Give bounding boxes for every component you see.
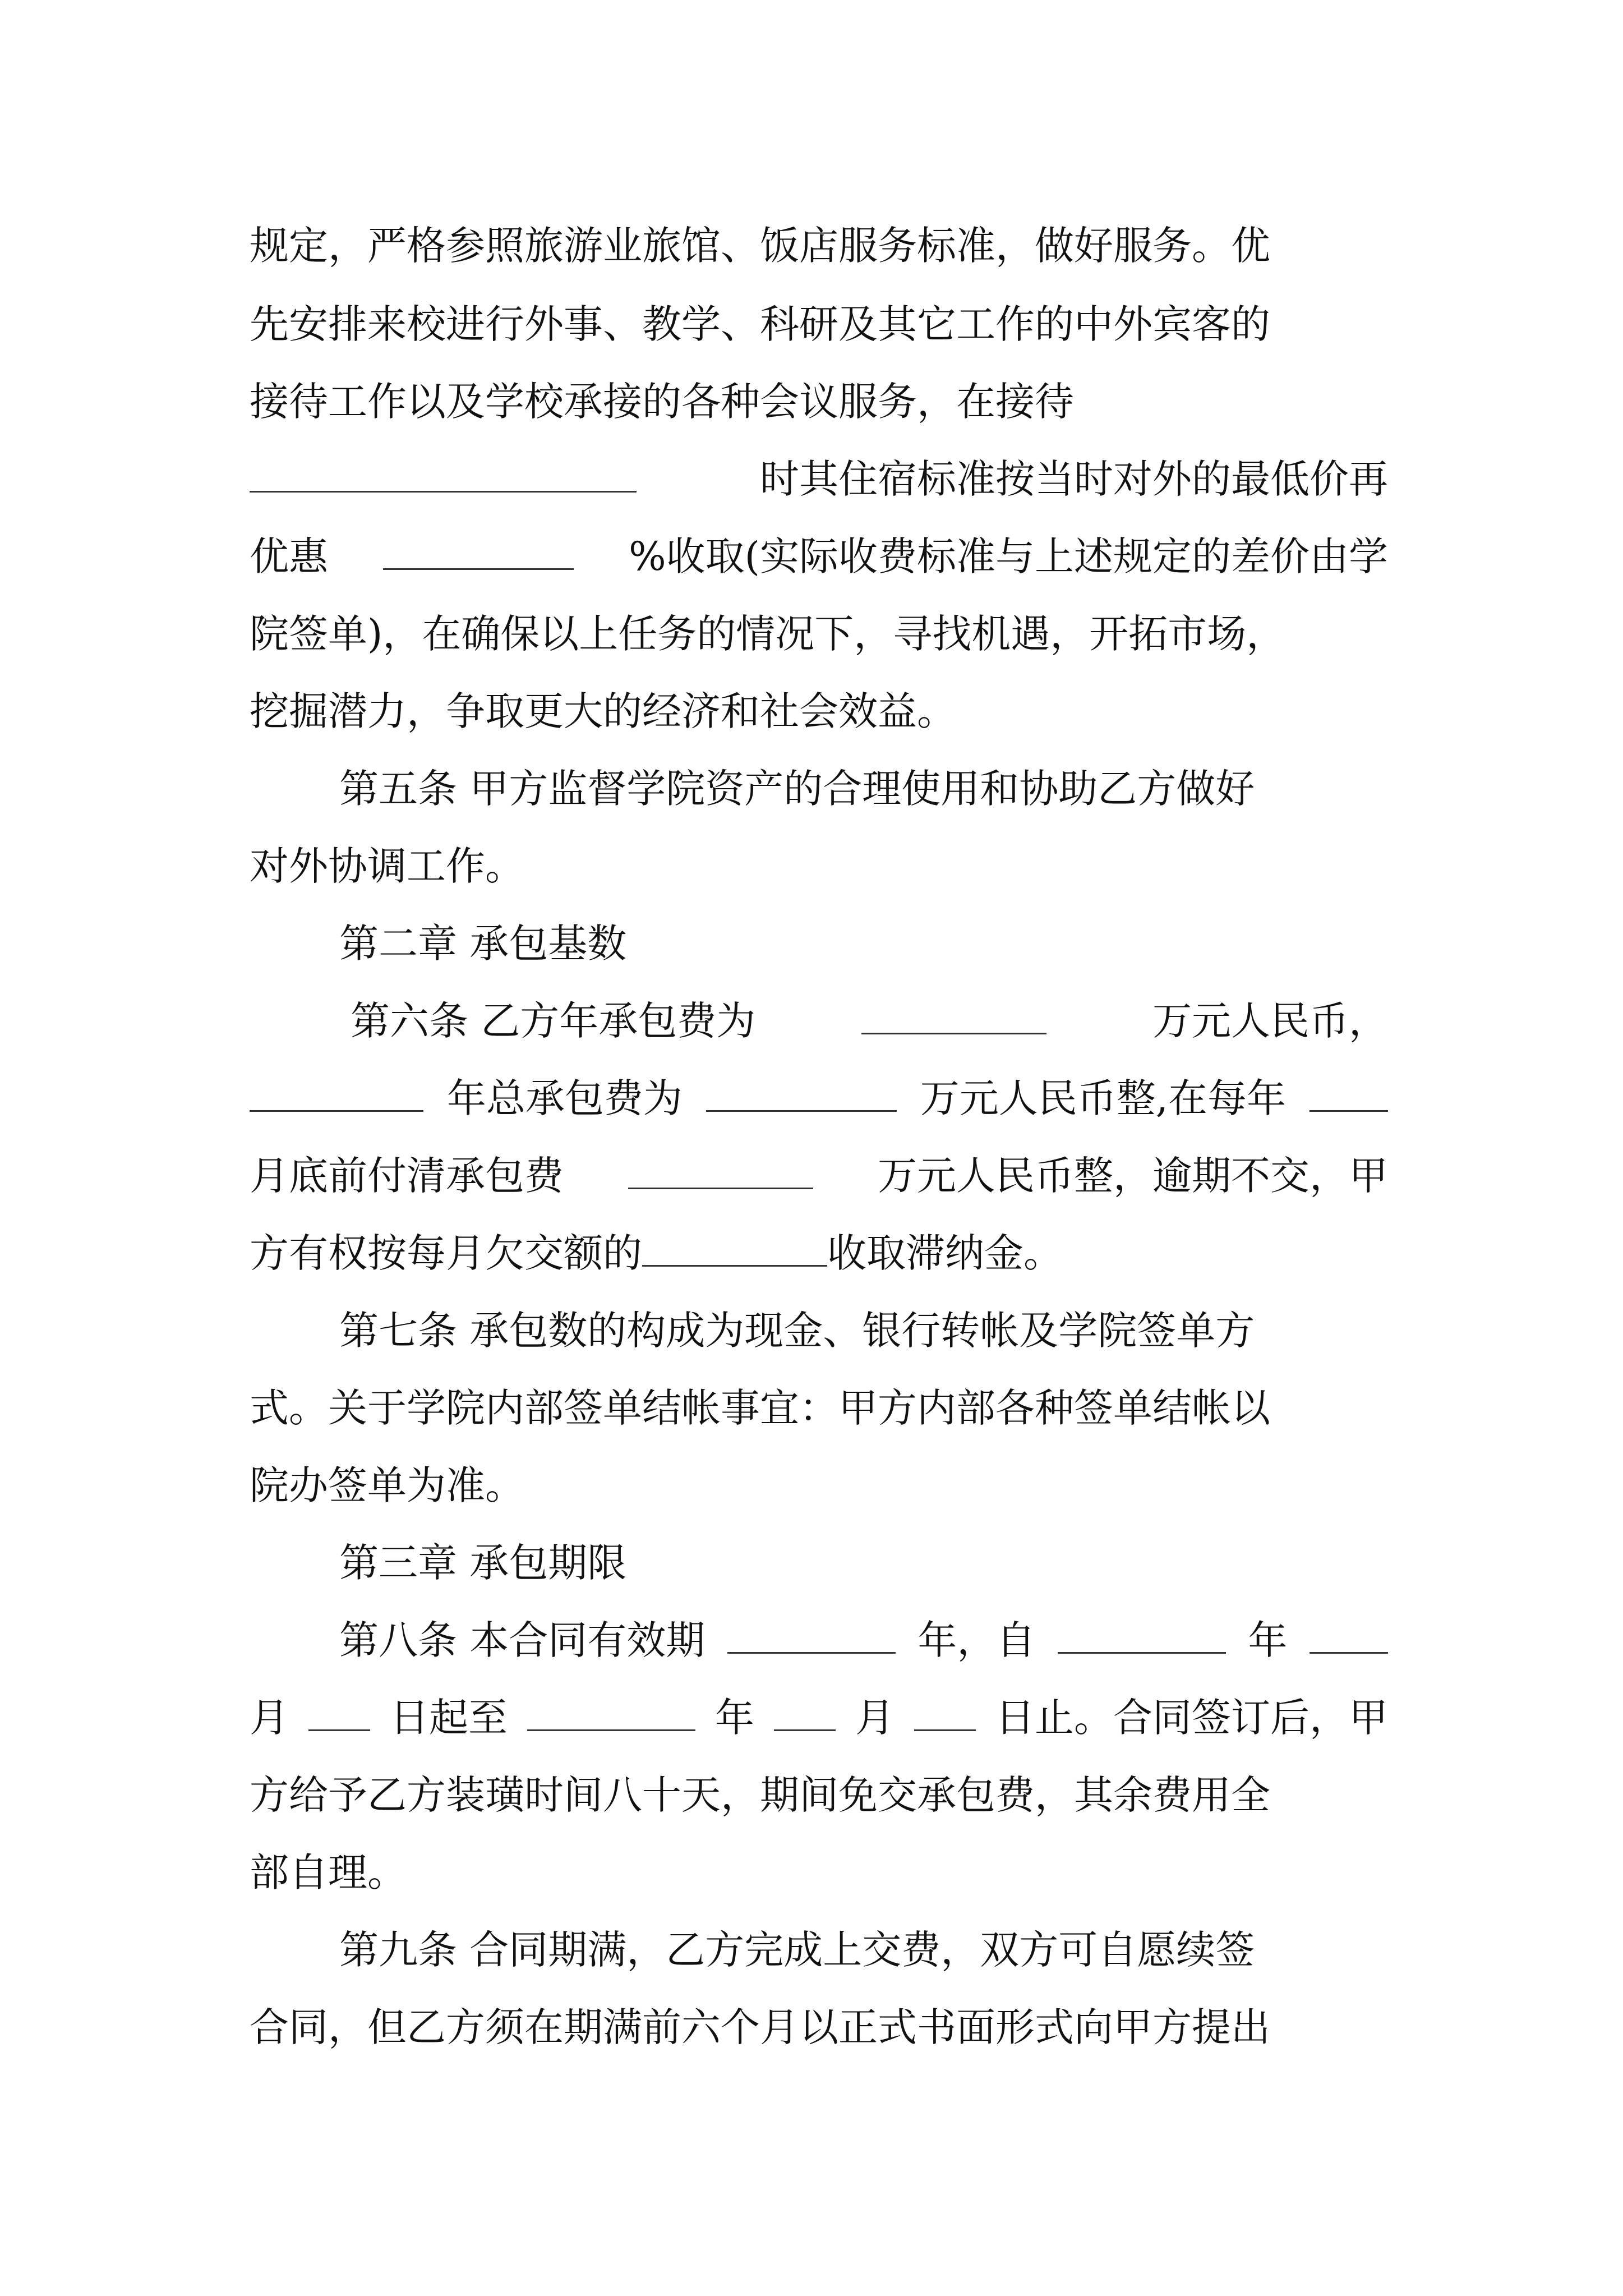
text-segment: 接待工作以及学校承接的各种会议服务，在接待	[250, 379, 1074, 425]
text-line	[339, 1612, 1388, 1668]
fill-in-blank[interactable]	[727, 1617, 896, 1654]
text-segment: 院签单)，在确保以上任务的情况下，寻找机遇，开拓市场，	[250, 611, 1286, 657]
text-line	[250, 218, 1388, 274]
text-segment: 月	[250, 1695, 289, 1741]
text-line	[250, 683, 1388, 739]
text-line	[250, 1148, 1388, 1204]
text-segment: 月	[855, 1695, 895, 1741]
article-6: 第六条 乙方年承包费为	[351, 998, 756, 1044]
text-line	[250, 451, 1388, 507]
text-segment: 年	[715, 1695, 754, 1741]
text-segment: 年总承包费为	[446, 1075, 683, 1121]
text-line	[250, 838, 1388, 894]
text-segment: 先安排来校进行外事、教学、科研及其它工作的中外宾客的	[250, 301, 1270, 347]
text-line	[250, 1380, 1388, 1436]
fill-in-blank[interactable]	[914, 1695, 976, 1731]
text-segment: 日起至	[390, 1695, 508, 1741]
text-segment: 规定，严格参照旅游业旅馆、饭店服务标准，做好服务。优	[250, 223, 1270, 269]
text-segment: 合同，但乙方须在期满前六个月以正式书面形式向甲方提出	[250, 2004, 1270, 2050]
text-segment: 部自理。	[250, 1849, 407, 1895]
fill-in-blank[interactable]	[628, 1153, 813, 1189]
fill-in-blank[interactable]	[383, 533, 574, 570]
text-segment: 年，自	[917, 1617, 1036, 1663]
text-line	[250, 528, 1388, 585]
text-segment: 收取滞纳金。	[827, 1230, 1063, 1276]
fill-in-blank[interactable]	[642, 1230, 827, 1267]
text-line	[250, 606, 1388, 662]
text-line	[250, 1999, 1388, 2055]
text-line	[250, 296, 1388, 352]
text-segment: 挖掘潜力，争取更大的经济和社会效益。	[250, 688, 956, 734]
text-line	[250, 1767, 1388, 1823]
text-line	[250, 1690, 1388, 1746]
text-line	[250, 1844, 1388, 1901]
chapter-heading	[339, 915, 1388, 972]
fill-in-blank[interactable]	[308, 1695, 370, 1731]
article-7: 第七条 承包数的构成为现金、银行转帐及学院签单方	[339, 1308, 1255, 1354]
text-segment: 方有权按每月欠交额的	[250, 1230, 642, 1276]
text-line	[351, 993, 1388, 1049]
chapter-heading	[339, 1535, 1388, 1591]
text-line	[339, 761, 1388, 817]
fill-in-blank[interactable]	[1058, 1617, 1226, 1654]
text-segment: 万元人民币，	[1152, 998, 1388, 1044]
chapter-3-title: 第三章 承包期限	[339, 1540, 627, 1586]
text-segment: 月底前付清承包费	[250, 1153, 564, 1199]
fill-in-blank[interactable]	[527, 1695, 695, 1731]
text-segment: 对外协调工作。	[250, 843, 524, 889]
fill-in-blank[interactable]	[1310, 1617, 1388, 1654]
text-segment: 优惠	[250, 533, 328, 579]
text-segment: 院办签单为准。	[250, 1462, 524, 1508]
text-line	[250, 374, 1388, 430]
text-segment: %收取(实际收费标准与上述规定的差价由学	[629, 533, 1388, 579]
fill-in-blank[interactable]	[1310, 1075, 1388, 1112]
text-segment: 年	[1248, 1617, 1288, 1663]
article-8: 第八条 本合同有效期	[339, 1617, 706, 1663]
fill-in-blank[interactable]	[706, 1075, 897, 1112]
text-line	[339, 1303, 1388, 1359]
fill-in-blank[interactable]	[250, 1075, 423, 1112]
text-segment: 万元人民币整,在每年	[920, 1075, 1287, 1121]
text-line	[250, 1225, 1388, 1281]
fill-in-blank[interactable]	[861, 998, 1046, 1034]
text-line	[250, 1457, 1388, 1513]
text-segment: 时其住宿标准按当时对外的最低价再	[760, 456, 1388, 502]
text-segment: 万元人民币整，逾期不交，甲	[878, 1153, 1388, 1199]
text-line	[250, 1070, 1388, 1126]
fill-in-blank[interactable]	[250, 456, 637, 493]
article-5: 第五条 甲方监督学院资产的合理使用和协助乙方做好	[339, 766, 1255, 812]
fill-in-blank[interactable]	[774, 1695, 836, 1731]
text-line	[339, 1922, 1388, 1978]
text-segment: 方给予乙方装璜时间八十天，期间免交承包费，其余费用全	[250, 1772, 1270, 1818]
text-segment: 式。关于学院内部签单结帐事宜：甲方内部各种签单结帐以	[250, 1385, 1270, 1431]
chapter-2-title: 第二章 承包基数	[339, 921, 627, 967]
article-9: 第九条 合同期满，乙方完成上交费，双方可自愿续签	[339, 1927, 1255, 1973]
text-segment: 日止。合同签订后，甲	[995, 1695, 1388, 1741]
